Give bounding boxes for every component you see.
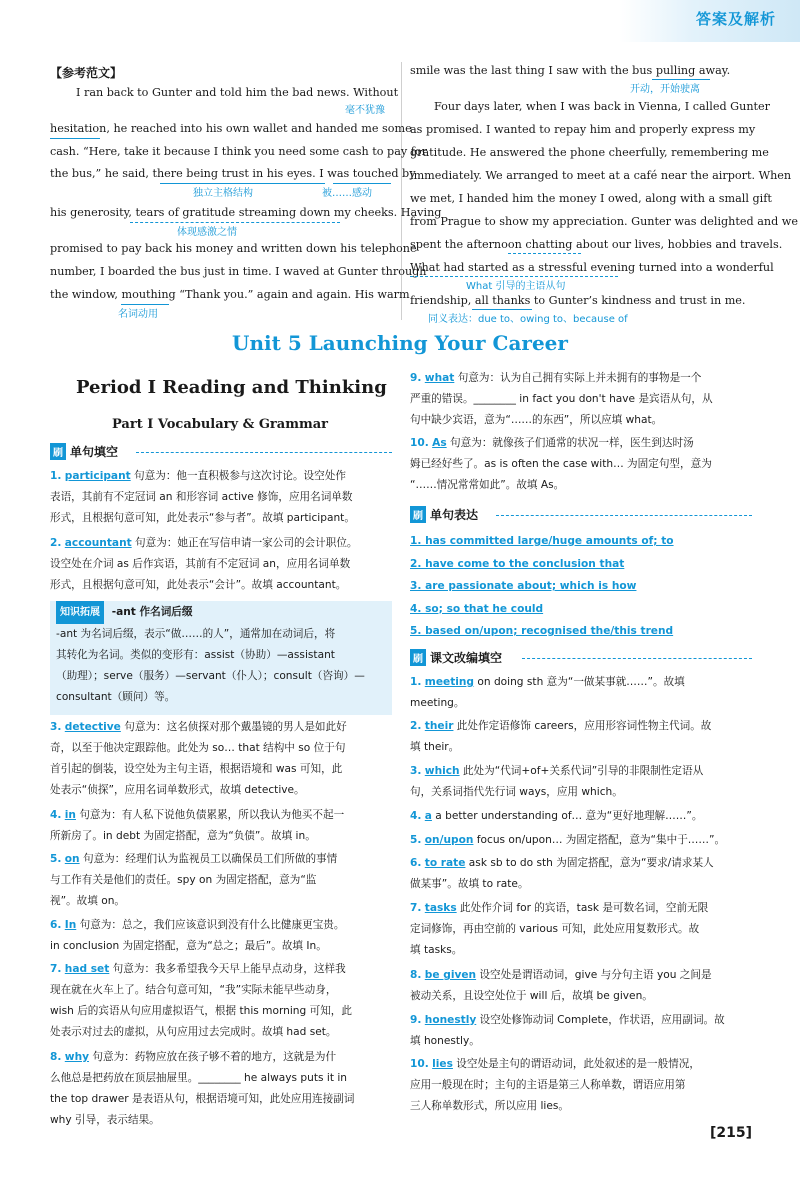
page-number: [215]	[709, 1125, 752, 1141]
knowledge-tip: 知识拓展 -ant 作名词后缀 -ant 为名词后缀，表示“做……的人”，通常加在动词后，将 其转化为名词。类似的变形有：assist（协助）—assistant （助理）；serve（服务）—servant（仆人）；consult（咨询）— consultant（顾问）等。	[56, 601, 392, 708]
expression-answers	[410, 530, 755, 643]
section-rule	[522, 658, 752, 659]
answer-item: 1. meeting on doing sth 意为“一做某事就……”。故填 meeting。	[410, 676, 685, 709]
expression-answer: 5. based on/upon; recognised the/this trend	[410, 625, 674, 637]
expression-answer: 4. so; so that he could	[410, 602, 544, 615]
expression-answer: 2. have come to the conclusion that	[410, 557, 625, 570]
section-rule	[496, 515, 752, 516]
column-divider	[401, 62, 402, 320]
annotation-note: 开动，开始驶离	[630, 84, 700, 95]
annotation-note: 毫不犹豫	[345, 105, 385, 116]
answer-item: 9. what 句意为：认为自己拥有实际上并未拥有的事物是一个 严重的错误。________ in fact you don't have 是宾语从句，从 句中缺少宾语，意为“……的东西”，所以应填 what。	[410, 372, 713, 426]
essay-line: the window, mouthing “Thank you.” again and again. His warm	[50, 288, 410, 301]
answer-item: 4. in 句意为：有人私下说他负债累累，所以我认为他买不起一 所新房了。in debt 为固定搭配，意为“负债”。故填 in。	[50, 809, 345, 842]
answer-item: 3. which 此处为“代词+of+关系代词”引导的非限制性定语从 句，关系词指代先行词 ways，应用 which。	[410, 765, 704, 798]
essay-line: spent the afternoon chatting about our lives, hobbies and travels.	[410, 238, 783, 251]
section-title: 单句表达	[430, 508, 479, 522]
expression-answer: 1. has committed large/huge amounts of; to	[410, 535, 674, 547]
section-header-expression	[410, 506, 478, 523]
annotation-note: 同义表达：due to、owing to、because of	[428, 314, 628, 325]
annotation-note: 体现感激之情	[177, 227, 237, 238]
essay-line: as promised. I wanted to repay him and properly express my	[410, 123, 756, 136]
unit-title: Unit 5 Launching Your Career	[232, 331, 568, 355]
essay-line: gratitude. He answered the phone cheerfully, remembering me	[410, 146, 769, 159]
expression-answer: 3. are passionate about; which is how	[410, 580, 637, 592]
section-tag: 刷	[410, 649, 426, 666]
essay-section-title: 【参考范文】	[50, 66, 123, 80]
essay-line: number, I boarded the bus just in time. I waved at Gunter through	[50, 265, 427, 278]
annotation-note: 独立主格结构	[193, 188, 253, 199]
essay-line: friendship, all thanks to Gunter’s kindness and trust in me.	[410, 294, 746, 307]
answer-item: 1. participant 句意为：他一直积极参与这次讨论。设空处作 表语，其前有不定冠词 an 和形容词 active 修饰，应用名词单数 形式，且根据句意可知，此处表示“参与者”。故填 participant。	[50, 470, 355, 524]
answer-item: 7. tasks 此处作介词 for 的宾语，task 是可数名词，空前无限 定词修饰，再由空前的 various 可知，此处应用复数形式。故 填 tasks。	[410, 902, 709, 956]
essay-line: we met, I handed him the money I owed, along with a small gift	[410, 192, 772, 205]
answer-item: 10. As 句意为：就像孩子们通常的状况一样，医生到达时汤 姆已经好些了。as is often the case with… 为固定句型，意为 “……情况常常如此”。故填 As。	[410, 437, 712, 491]
answer-item: 8. why 句意为：药物应放在孩子够不着的地方，这就是为什 么他总是把药放在顶层抽屉里。________ he always puts it in the top drawer 是表语从句，根据语境可知，此处应用连接副词 why 引导，表示结果。	[50, 1051, 355, 1126]
answer-item: 5. on 句意为：经理们认为监视员工以确保员工们所做的事情 与工作有关是他们的责任。spy on 为固定搭配，意为“监 视”。故填 on。	[50, 853, 338, 907]
tip-tag: 知识拓展	[56, 601, 104, 624]
essay-line: the bus,” he said, there being trust in his eyes. I was touched by	[50, 167, 416, 180]
answer-item: 6. to rate ask sb to do sth 为固定搭配，意为“要求/请求某人 做某事”。故填 to rate。	[410, 857, 714, 890]
annotation-note: 被……感动	[322, 188, 372, 199]
section-title: 单句填空	[70, 445, 119, 459]
period-title: Period Ⅰ Reading and Thinking	[76, 377, 387, 398]
answer-item: 2. accountant 句意为：她正在写信申请一家公司的会计职位。 设空处在介词 as 后作宾语，其前有不定冠词 an，应用名词单数 形式，且根据句意可知，此处表示“会计”。故填 accountant。	[50, 537, 358, 591]
essay-line: promised to pay back his money and written down his telephone	[50, 242, 417, 255]
annotation-note: What 引导的主语从句	[466, 281, 566, 292]
answer-item: 8. be given 设空处是谓语动词，give 与分句主语 you 之间是 被动关系，且设空处位于 will 后，故填 be given。	[410, 969, 712, 1002]
section-header-adapted-text	[410, 649, 502, 666]
essay-line: I ran back to Gunter and told him the bad news. Without	[76, 86, 399, 99]
answer-item: 3. detective 句意为：这名侦探对那个戴墨镜的男人是如此好 奇，以至于他决定跟踪他。此处为 so… that 结构中 so 位于句 首引起的倒装，设空处为主句主语，根据语境和 was 可知，此 处表示“侦探”，应用名词单数形式，故填 detective。	[50, 721, 347, 796]
part-title: Part Ⅰ Vocabulary & Grammar	[112, 417, 328, 432]
section-tag: 刷	[50, 443, 66, 460]
essay-line: from Prague to show my appreciation. Gunter was delighted and we	[410, 215, 799, 228]
section-tag: 刷	[410, 506, 426, 523]
answer-item: 6. In 句意为：总之，我们应该意识到没有什么比健康更宝贵。 in conclusion 为固定搭配，意为“总之；最后”。故填 In。	[50, 919, 345, 952]
annotation-underline	[50, 138, 100, 139]
annotation-note: 名词动用	[118, 309, 158, 320]
essay-line: hesitation, he reached into his own wallet and handed me some	[50, 122, 412, 135]
answer-item: 5. on/upon focus on/upon… 为固定搭配，意为“集中于……”。	[410, 834, 726, 846]
header-title: 答案及解析	[695, 10, 776, 28]
essay-line: cash. “Here, take it because I think you need some cash to pay for	[50, 145, 427, 158]
answer-item: 10. lies 设空处是主句的谓语动词，此处叙述的是一般情况， 应用一般现在时；主句的主语是第三人称单数，谓语应用第 三人称单数形式，所以应用 lies。	[410, 1058, 700, 1112]
annotation-underline	[508, 253, 581, 254]
essay-line: Four days later, when I was back in Vienna, I called Gunter	[434, 100, 770, 113]
essay-line: his generosity, tears of gratitude streaming down my cheeks. Having	[50, 206, 442, 219]
section-title: 课文改编填空	[430, 651, 503, 665]
answer-item: 9. honestly 设空处修饰动词 Complete，作状语，应用副词。故 填 honestly。	[410, 1014, 725, 1047]
answer-item: 2. their 此处作定语修饰 careers，应用形容词性物主代词。故 填 their。	[410, 720, 712, 753]
section-rule	[136, 452, 392, 453]
essay-line: smile was the last thing I saw with the bus pulling away.	[410, 64, 731, 77]
essay-line: immediately. We arranged to meet at a café near the airport. When	[410, 169, 792, 182]
essay-line: What had started as a stressful evening turned into a wonderful	[410, 261, 774, 274]
answer-item: 7. had set 句意为：我多希望我今天早上能早点动身，这样我 现在就在火车上了。结合句意可知，“我”实际未能早些动身， wish 后的宾语从句应用虚拟语气，根据 this morning 可知，此 处表示对过去的虚拟，从句应用过去完成时。故填 had set。	[50, 963, 352, 1038]
section-header-fill-blank	[50, 443, 118, 460]
answer-item: 4. a a better understanding of… 意为“更好地理解……”。	[410, 810, 703, 822]
